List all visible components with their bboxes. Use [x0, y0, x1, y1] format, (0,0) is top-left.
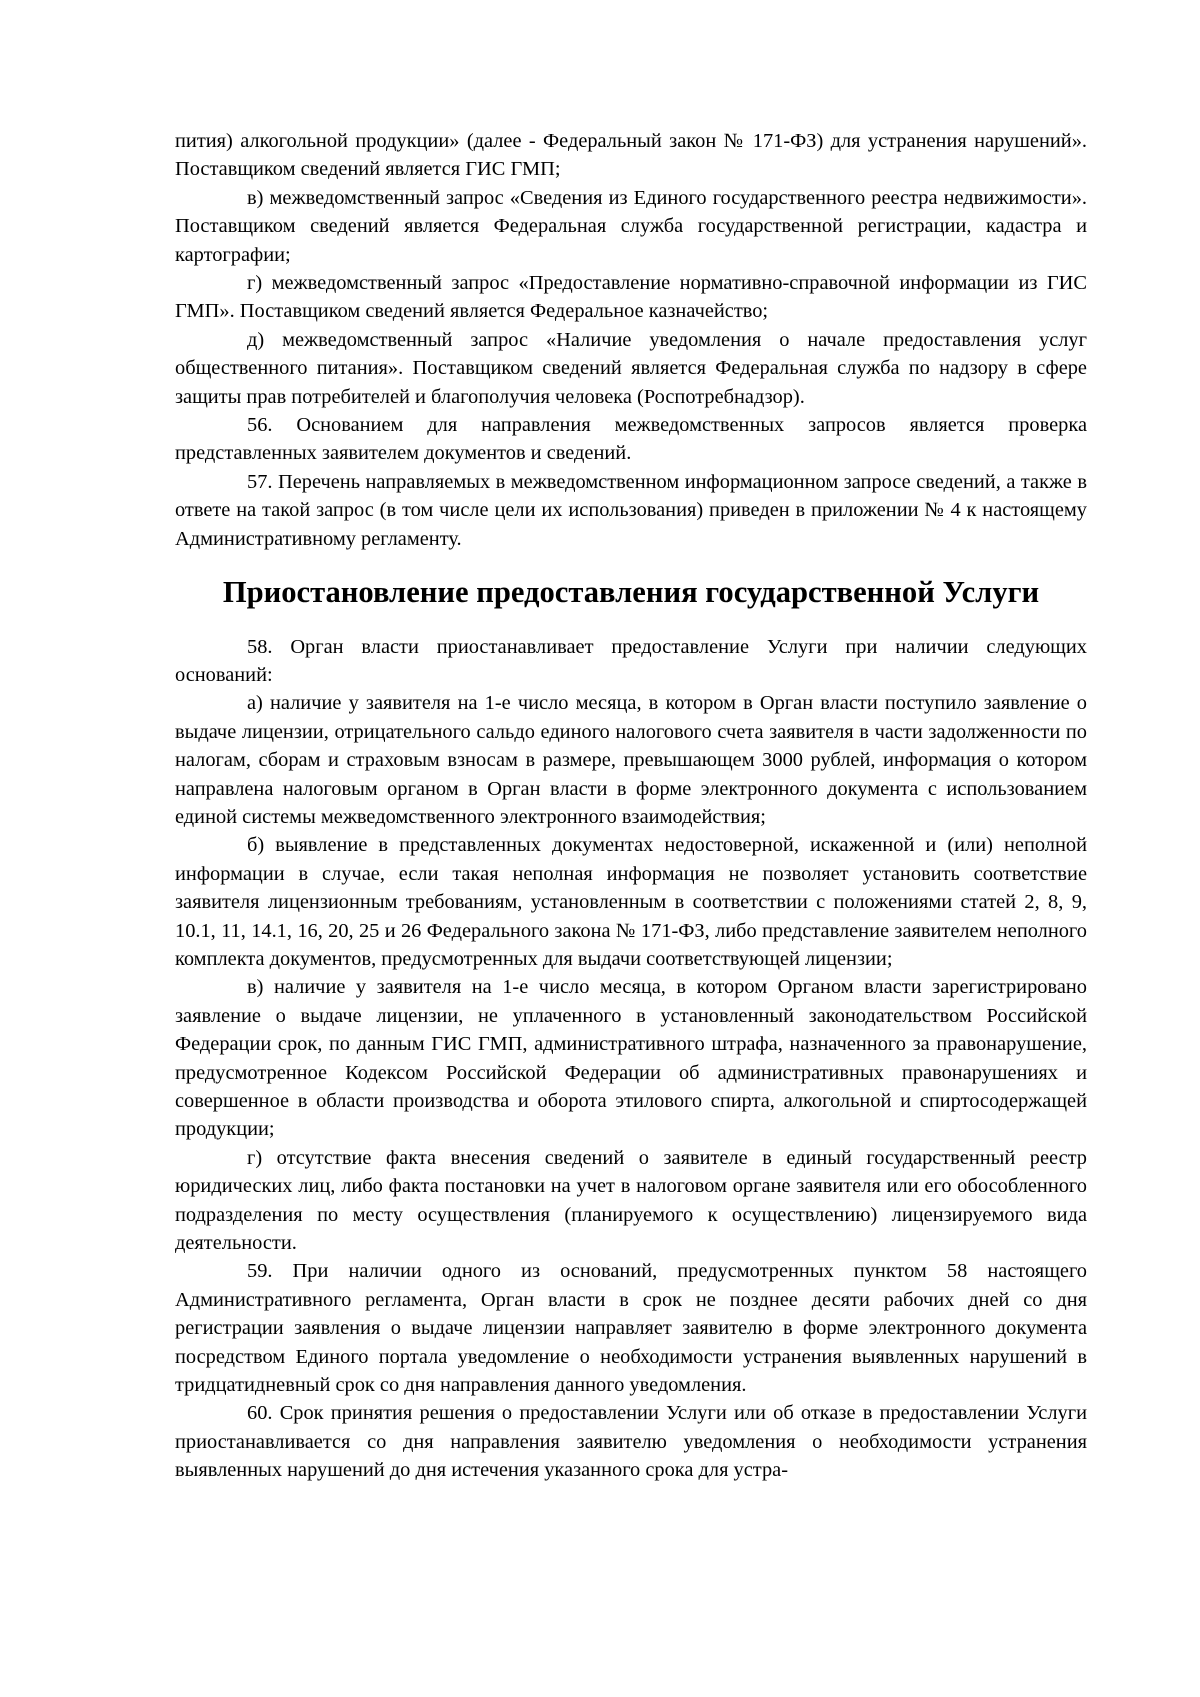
paragraph-58-item-a: а) наличие у заявителя на 1-е число месяца, в котором в Орган власти поступило заявление о выдаче лицензии, отрицательного сальдо единого налогового счета заявителя в части задолженности по налогам, сборам и страховым взносам в размере, превышающем 3000 рублей, информация о котором направлена налоговым органом в Орган власти в форме электронного документа с использованием единой системы межведомственного электронного взаимодействия; — [175, 692, 1087, 828]
paragraph-56: 56. Основанием для направления межведомственных запросов является проверка представленных заявителем документов и сведений. — [175, 414, 1087, 465]
paragraph-58: 58. Орган власти приостанавливает предоставление Услуги при наличии следующих оснований: — [175, 635, 1087, 686]
paragraph-item-v: в) межведомственный запрос «Сведения из Единого государственного реестра недвижимости». Поставщиком сведений является Федеральная служба государственной регистрации, кадастра и картографии; — [175, 186, 1087, 266]
paragraph-58-item-v: в) наличие у заявителя на 1-е число месяца, в котором Органом власти зарегистрировано заявление о выдаче лицензии, не уплаченного в установленный законодательством Российской Федерации срок, по данным ГИС ГМП, административного штрафа, назначенного за правонарушение, предусмотренное Кодексом Российской Федерации об административных правонарушениях и совершенное в области производства и оборота этилового спирта, алкогольной и спиртосодержащей продукции; — [175, 976, 1087, 1141]
paragraph-58-item-b: б) выявление в представленных документах недостоверной, искаженной и (или) неполной информации в случае, если такая неполная информация не позволяет установить соответствие заявителя лицензионным требованиям, установленным в соответствии с положениями статей 2, 8, 9, 10.1, 11, 14.1, 16, 20, 25 и 26 Федерального закона № 171-ФЗ, либо представление заявителем неполного комплекта документов, предусмотренных для выдачи соответствующей лицензии; — [175, 834, 1087, 970]
paragraph-58-item-g: г) отсутствие факта внесения сведений о заявителе в единый государственный реестр юридических лиц, либо факта постановки на учет в налоговом органе заявителя или его обособленного подразделения по месту осуществления (планируемого к осуществлению) лицензируемого вида деятельности. — [175, 1146, 1087, 1255]
section-heading: Приостановление предоставления государственной Услуги — [222, 575, 1040, 610]
paragraph-item-d: д) межведомственный запрос «Наличие уведомления о начале предоставления услуг общественного питания». Поставщиком сведений является Федеральная служба по надзору в сфере защиты прав потребителей и благополучия человека (Роспотребнадзор). — [175, 328, 1087, 408]
paragraph-continuation: пития) алкогольной продукции» (далее - Федеральный закон № 171-ФЗ) для устранения нарушений». Поставщиком сведений является ГИС ГМП; — [175, 130, 1087, 181]
document-page — [175, 127, 1087, 1485]
paragraph-57: 57. Перечень направляемых в межведомственном информационном запросе сведений, а также в ответе на такой запрос (в том числе цели их использования) приведен в приложении № 4 к настоящему Административному регламенту. — [175, 470, 1087, 550]
paragraph-60: 60. Срок принятия решения о предоставлении Услуги или об отказе в предоставлении Услуги приостанавливается со дня направления заявителю уведомления о необходимости устранения выявленных нарушений до дня истечения указанного срока для устра- — [175, 1402, 1087, 1482]
paragraph-item-g: г) межведомственный запрос «Предоставление нормативно-справочной информации из ГИС ГМП». Поставщиком сведений является Федеральное казначейство; — [175, 272, 1087, 323]
paragraph-59: 59. При наличии одного из оснований, предусмотренных пунктом 58 настоящего Административного регламента, Орган власти в срок не позднее десяти рабочих дней со дня регистрации заявления о выдаче лицензии направляет заявителю в форме электронного документа посредством Единого портала уведомление о необходимости устранения выявленных нарушений в тридцатидневный срок со дня направления данного уведомления. — [175, 1260, 1087, 1397]
